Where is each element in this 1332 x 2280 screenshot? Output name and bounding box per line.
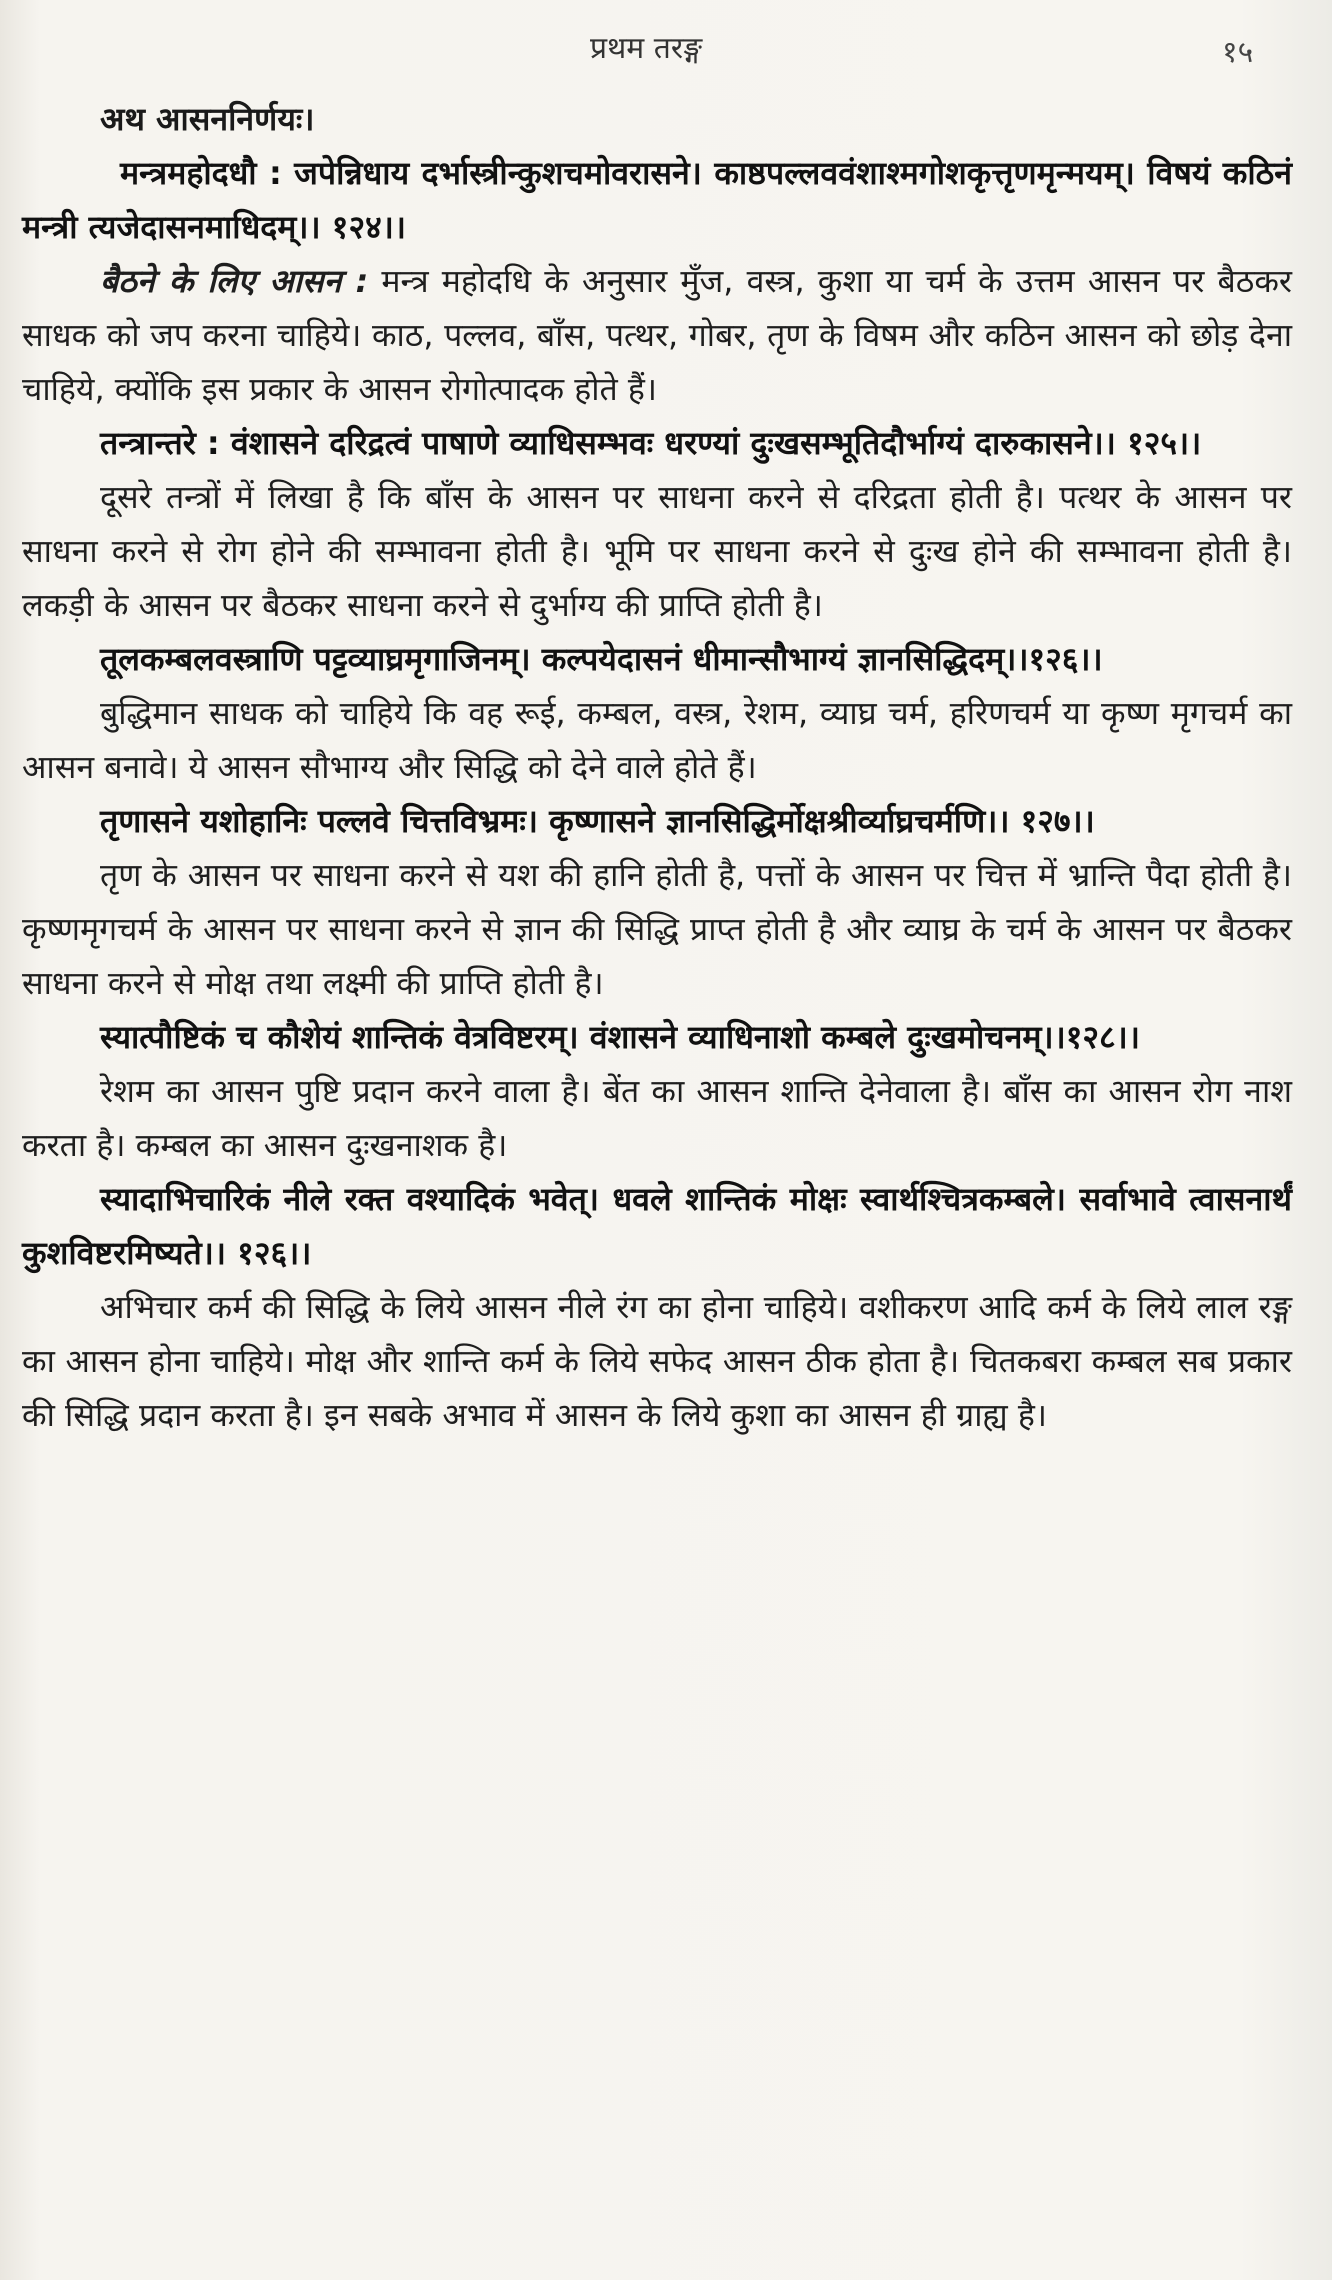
page-header <box>0 26 1332 76</box>
commentary-129: अभिचार कर्म की सिद्धि के लिये आसन नीले रंग का होना चाहिये। वशीकरण आदि कर्म के लिये लाल रङ्ग का आसन होना चाहिये। मोक्ष और शान्ति कर्म के लिये सफेद आसन ठीक होता है। चितकबरा कम्बल सब प्रकार की सिद्धि प्रदान करता है। इन सबके अभाव में आसन के लिये कुशा का आसन ही ग्राह्य है। <box>22 1288 1292 1434</box>
commentary-label: बैठने के लिए आसन : <box>100 262 369 300</box>
commentary-124-text: मन्त्र महोदधि के अनुसार मुँज, वस्त्र, कुशा या चर्म के उत्तम आसन पर बैठकर साधक को जप करना चाहिये। काठ, पल्लव, बाँस, पत्थर, गोबर, तृण के विषम और कठिन आसन को छोड़ देना चाहिये, क्योंकि इस प्रकार के आसन रोगोत्पादक होते हैं। <box>22 262 1292 408</box>
commentary-125: दूसरे तन्त्रों में लिखा है कि बाँस के आसन पर साधना करने से दरिद्रता होती है। पत्थर के आसन पर साधना करने से रोग होने की सम्भावना होती है। भूमि पर साधना करने से दुःख होने की सम्भावना होती है। लकड़ी के आसन पर बैठकर साधना करने से दुर्भाग्य की प्राप्ति होती है। <box>22 478 1292 624</box>
commentary-127: तृण के आसन पर साधना करने से यश की हानि होती है, पत्तों के आसन पर चित्त में भ्रान्ति पैदा होती है। कृष्णमृगचर्म के आसन पर साधना करने से ज्ञान की सिद्धि प्राप्त होती है और व्याघ्र के चर्म के आसन पर बैठकर साधना करने से मोक्ष तथा लक्ष्मी की प्राप्ति होती है। <box>22 856 1292 1002</box>
section-heading: अथ आसननिर्णयः। <box>100 100 315 138</box>
verse-126: तूलकम्बलवस्त्राणि पट्टव्याघ्रमृगाजिनम्। कल्पयेदासनं धीमान्सौभाग्यं ज्ञानसिद्धिदम्।।१२६।। <box>100 640 1103 678</box>
commentary-126: बुद्धिमान साधक को चाहिये कि वह रूई, कम्बल, वस्त्र, रेशम, व्याघ्र चर्म, हरिणचर्म या कृष्ण मृगचर्म का आसन बनावे। ये आसन सौभाग्य और सिद्धि को देने वाले होते हैं। <box>22 694 1292 786</box>
verse-125: तन्त्रान्तरे : वंशासने दरिद्रत्वं पाषाणे व्याधिसम्भवः धरण्यां दुःखसम्भूतिदौर्भाग्यं दारुकासने।। १२५।। <box>100 424 1202 462</box>
verse-128: स्यात्पौष्टिकं च कौशेयं शान्तिकं वेत्रविष्टरम्। वंशासने व्याधिनाशो कम्बले दुःखमोचनम्।।१२८।। <box>100 1018 1140 1056</box>
verse-124: मन्त्रमहोदधौ : जपेन्निधाय दर्भास्त्रीन्कुशचमोवरासने। काष्ठपल्लववंशाश्मगोशकृत्तृणमृन्मयम्। विषयं कठिनं मन्त्री त्यजेदासनमाधिदम्।। १२४।। <box>22 154 1292 246</box>
verse-129: स्यादाभिचारिकं नीले रक्त वश्यादिकं भवेत्। धवले शान्तिकं मोक्षः स्वार्थश्चित्रकम्बले। सर्वाभावे त्वासनार्थं कुशविष्टरमिष्यते।। १२६।। <box>22 1180 1292 1272</box>
commentary-124 <box>22 254 1292 416</box>
page-number: १५ <box>1222 35 1254 70</box>
commentary-128: रेशम का आसन पुष्टि प्रदान करने वाला है। बेंत का आसन शान्ति देनेवाला है। बाँस का आसन रोग नाश करता है। कम्बल का आसन दुःखनाशक है। <box>22 1072 1292 1164</box>
page-body <box>22 92 1292 1442</box>
verse-127: तृणासने यशोहानिः पल्लवे चित्तविभ्रमः। कृष्णासने ज्ञानसिद्धिर्मोक्षश्रीर्व्याघ्रचर्मणि।। १२७।। <box>100 802 1095 840</box>
running-title: प्रथम तरङ्ग <box>590 31 703 66</box>
